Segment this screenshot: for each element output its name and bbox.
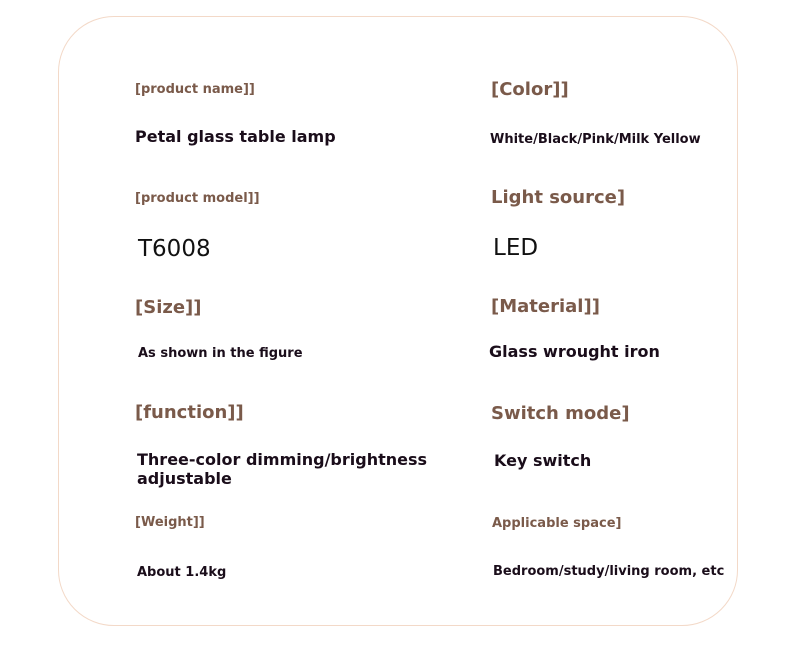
switch-mode-value: Key switch — [494, 451, 592, 470]
product-model-value: T6008 — [138, 236, 211, 262]
material-value: Glass wrought iron — [489, 342, 660, 361]
light-source-value: LED — [493, 235, 539, 261]
product-name-value: Petal glass table lamp — [135, 127, 336, 146]
function-value: Three-color dimming/brightness adjustable — [137, 450, 428, 488]
weight-label: [Weight]] — [135, 515, 205, 530]
weight-value: About 1.4kg — [137, 565, 227, 580]
color-value: White/Black/Pink/Milk Yellow — [490, 132, 701, 147]
applicable-space-label: Applicable space] — [492, 516, 622, 531]
product-name-label: [product name]] — [135, 82, 255, 97]
applicable-space-value: Bedroom/study/living room, etc — [493, 564, 725, 579]
color-label: [Color]] — [491, 79, 569, 100]
spec-card — [58, 16, 738, 626]
light-source-label: Light source] — [491, 187, 626, 208]
material-label: [Material]] — [491, 296, 600, 317]
switch-mode-label: Switch mode] — [491, 403, 630, 424]
size-label: [Size]] — [135, 297, 202, 318]
size-value: As shown in the figure — [138, 346, 303, 361]
function-label: [function]] — [135, 402, 244, 423]
product-model-label: [product model]] — [135, 191, 260, 206]
